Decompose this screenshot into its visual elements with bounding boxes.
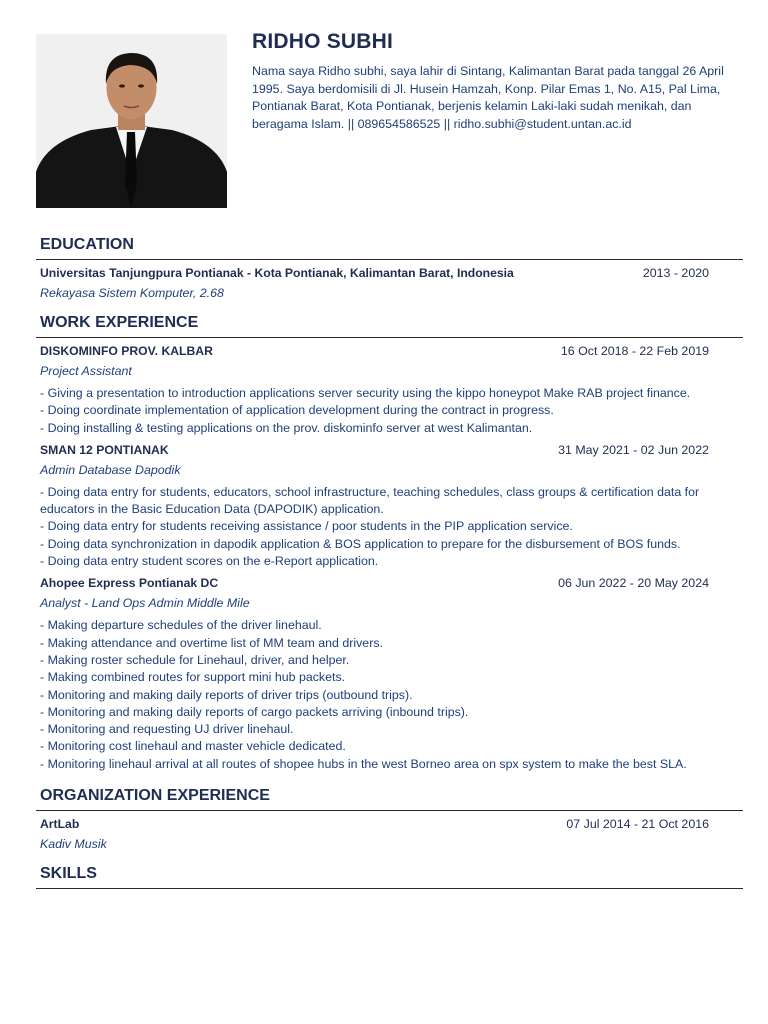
- work-bullets: [40, 385, 743, 437]
- work-company: DISKOMINFO PROV. KALBAR: [40, 344, 213, 358]
- work-bullet: - Doing data synchronization in dapodik application & BOS application to prepare for the disbursement of BOS funds.: [40, 536, 681, 551]
- education-institution: Universitas Tanjungpura Pontianak - Kota Pontianak, Kalimantan Barat, Indonesia: [40, 266, 514, 280]
- work-bullets: [40, 484, 743, 570]
- work-bullet: - Giving a presentation to introduction applications server security using the kippo honeypot Make RAB project finance.: [40, 386, 691, 400]
- work-entry: [36, 443, 743, 570]
- organization-role: Kadiv Musik: [40, 837, 107, 852]
- work-company: Ahopee Express Pontianak DC: [40, 576, 219, 591]
- organization-name: ArtLab: [40, 817, 80, 832]
- organization-section-title: ORGANIZATION EXPERIENCE: [36, 784, 743, 811]
- work-bullet: - Doing coordinate implementation of application development during the contract in progress.: [40, 403, 554, 418]
- work-bullet: - Monitoring and requesting UJ driver linehaul.: [40, 722, 294, 737]
- work-bullet: - Monitoring cost linehaul and master vehicle dedicated.: [40, 739, 346, 754]
- work-bullet: - Making combined routes for support mini hub packets.: [40, 670, 346, 685]
- education-section-title: EDUCATION: [36, 233, 743, 260]
- work-date: 06 Jun 2022 - 20 May 2024: [558, 576, 709, 591]
- organization-entry: [36, 817, 743, 851]
- work-bullet: - Doing data entry for students receiving assistance / poor students in the PIP application service.: [40, 519, 573, 534]
- work-role: Analyst - Land Ops Admin Middle Mile: [40, 596, 250, 611]
- work-bullets: [40, 617, 743, 773]
- work-bullet: - Monitoring linehaul arrival at all routes of shopee hubs in the west Borneo area on spx system to make the best SLA.: [40, 756, 687, 771]
- education-detail: Rekayasa Sistem Komputer, 2.68: [40, 286, 224, 300]
- resume-body: [36, 233, 743, 889]
- work-role: Admin Database Dapodik: [40, 462, 181, 477]
- organization-date: 07 Jul 2014 - 21 Oct 2016: [566, 817, 709, 832]
- education-date: 2013 - 2020: [642, 266, 709, 280]
- education-entry: [36, 266, 743, 300]
- person-name: RIDHO SUBHI: [252, 30, 394, 53]
- work-bullet: - Monitoring and making daily reports of cargo packets arriving (inbound trips).: [40, 704, 469, 719]
- work-date: 16 Oct 2018 - 22 Feb 2019: [560, 344, 709, 358]
- work-bullet: - Making departure schedules of the driver linehaul.: [40, 618, 322, 633]
- work-date: 31 May 2021 - 02 Jun 2022: [558, 442, 709, 457]
- work-entry: [36, 344, 743, 437]
- work-role: Project Assistant: [40, 364, 132, 378]
- work-bullet: - Doing installing & testing applications on the prov. diskominfo server at west Kalimantan.: [40, 420, 533, 435]
- profile-photo: [36, 34, 227, 208]
- work-bullet: - Making attendance and overtime list of MM team and drivers.: [40, 635, 383, 650]
- work-bullet: - Monitoring and making daily reports of driver trips (outbound trips).: [40, 687, 413, 702]
- work-bullet: - Doing data entry student scores on the e-Report application.: [40, 554, 379, 569]
- work-entry: [36, 576, 743, 773]
- work-bullet: - Making roster schedule for Linehaul, driver, and helper.: [40, 652, 350, 667]
- skills-section-title: SKILLS: [36, 862, 743, 889]
- work-company: SMAN 12 PONTIANAK: [40, 442, 169, 457]
- work-section-title: WORK EXPERIENCE: [36, 311, 743, 338]
- person-bio: Nama saya Ridho subhi, saya lahir di Sintang, Kalimantan Barat pada tanggal 26 April 1995. Saya berdomisili di Jl. Husein Hamzah, Konp. Pilar Emas 1, No. A15, Pal Lima, Pontianak Barat, Kota Pontianak, berjenis kelamin Laki-laki sudah menikah, dan beragama Islam. || 089654586525 || ridho.subhi@student.untan.ac.id: [252, 64, 724, 131]
- profile-header: [252, 30, 742, 133]
- work-bullet: - Doing data entry for students, educators, school infrastructure, teaching schedules, class groups & certification data for educators in the Basic Education Data (DAPODIK) application.: [40, 484, 700, 517]
